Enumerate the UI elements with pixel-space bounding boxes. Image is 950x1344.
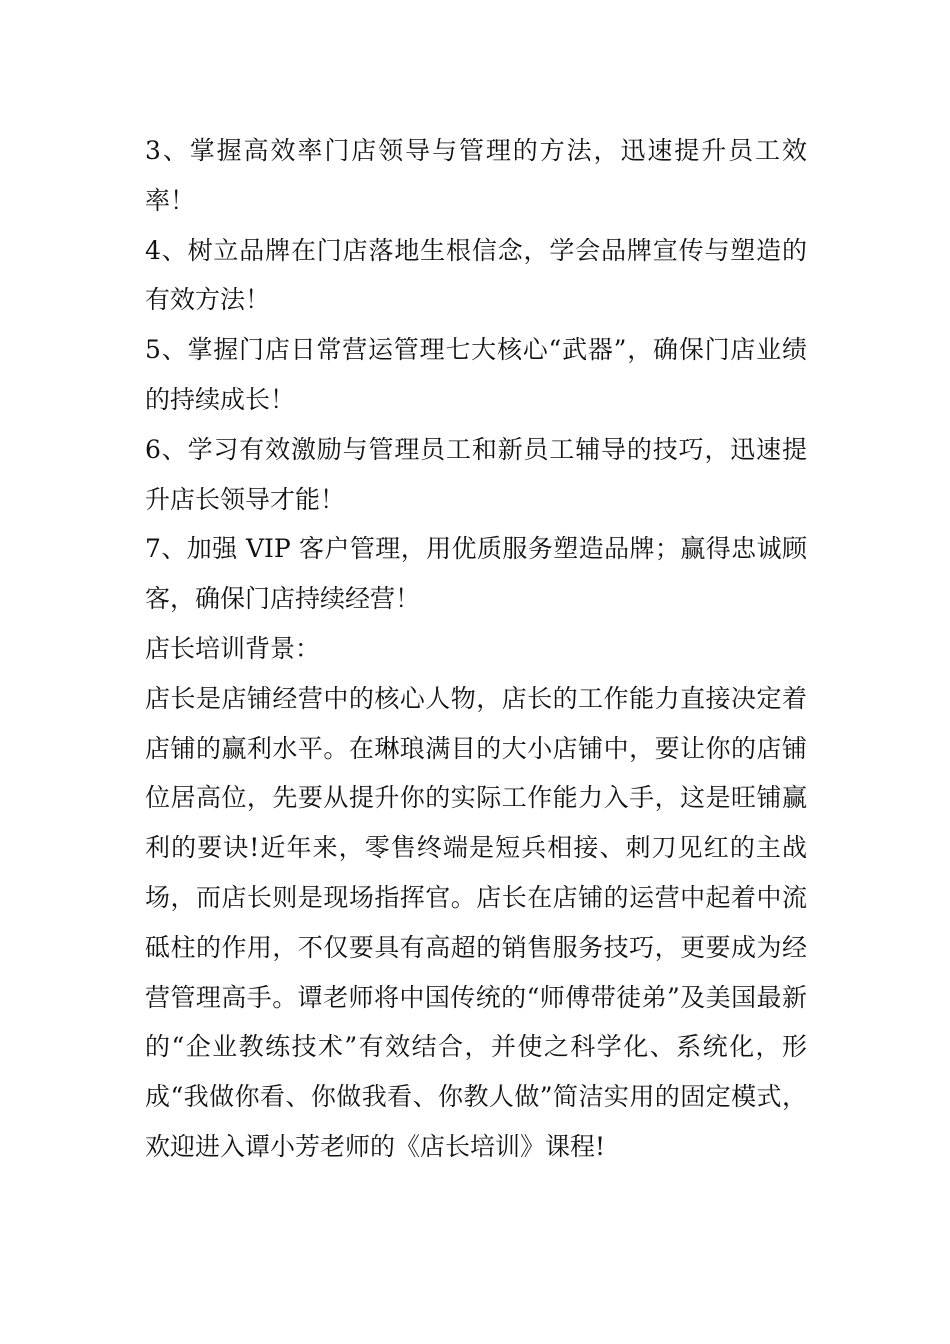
list-item-3: 3、掌握高效率门店领导与管理的方法，迅速提升员工效率！ [145,136,807,215]
list-item-4: 4、树立品牌在门店落地生根信念，学会品牌宣传与塑造的有效方法！ [145,235,807,315]
document-body [145,126,807,1172]
list-item-7: 7、加强 VIP 客户管理，用优质服务塑造品牌；赢得忠诚顾客，确保门店持续经营！ [145,534,807,614]
list-item-6: 6、学习有效激励与管理员工和新员工辅导的技巧，迅速提升店长领导才能！ [145,434,807,514]
body-paragraph: 店长是店铺经营中的核心人物，店长的工作能力直接决定着店铺的赢利水平。在琳琅满目的大小店铺中，要让你的店铺位居高位，先要从提升你的实际工作能力入手，这是旺铺赢利的要诀!近年来，零售终端是短兵相接、刺刀见红的主战场，而店长则是现场指挥官。店长在店铺的运营中起着中流砥柱的作用，不仅要具有高超的销售服务技巧，更要成为经营管理高手。谭老师将中国传统的“师傅带徒弟”及美国最新的“企业教练技术”有效结合，并使之科学化、系统化，形成“我做你看、你做我看、你教人做”简洁实用的固定模式，欢迎进入谭小芳老师的《店长培训》课程! [145,683,807,1161]
section-heading: 店长培训背景： [145,633,321,663]
list-item-5: 5、掌握门店日常营运管理七大核心“武器”，确保门店业绩的持续成长！ [145,335,807,414]
